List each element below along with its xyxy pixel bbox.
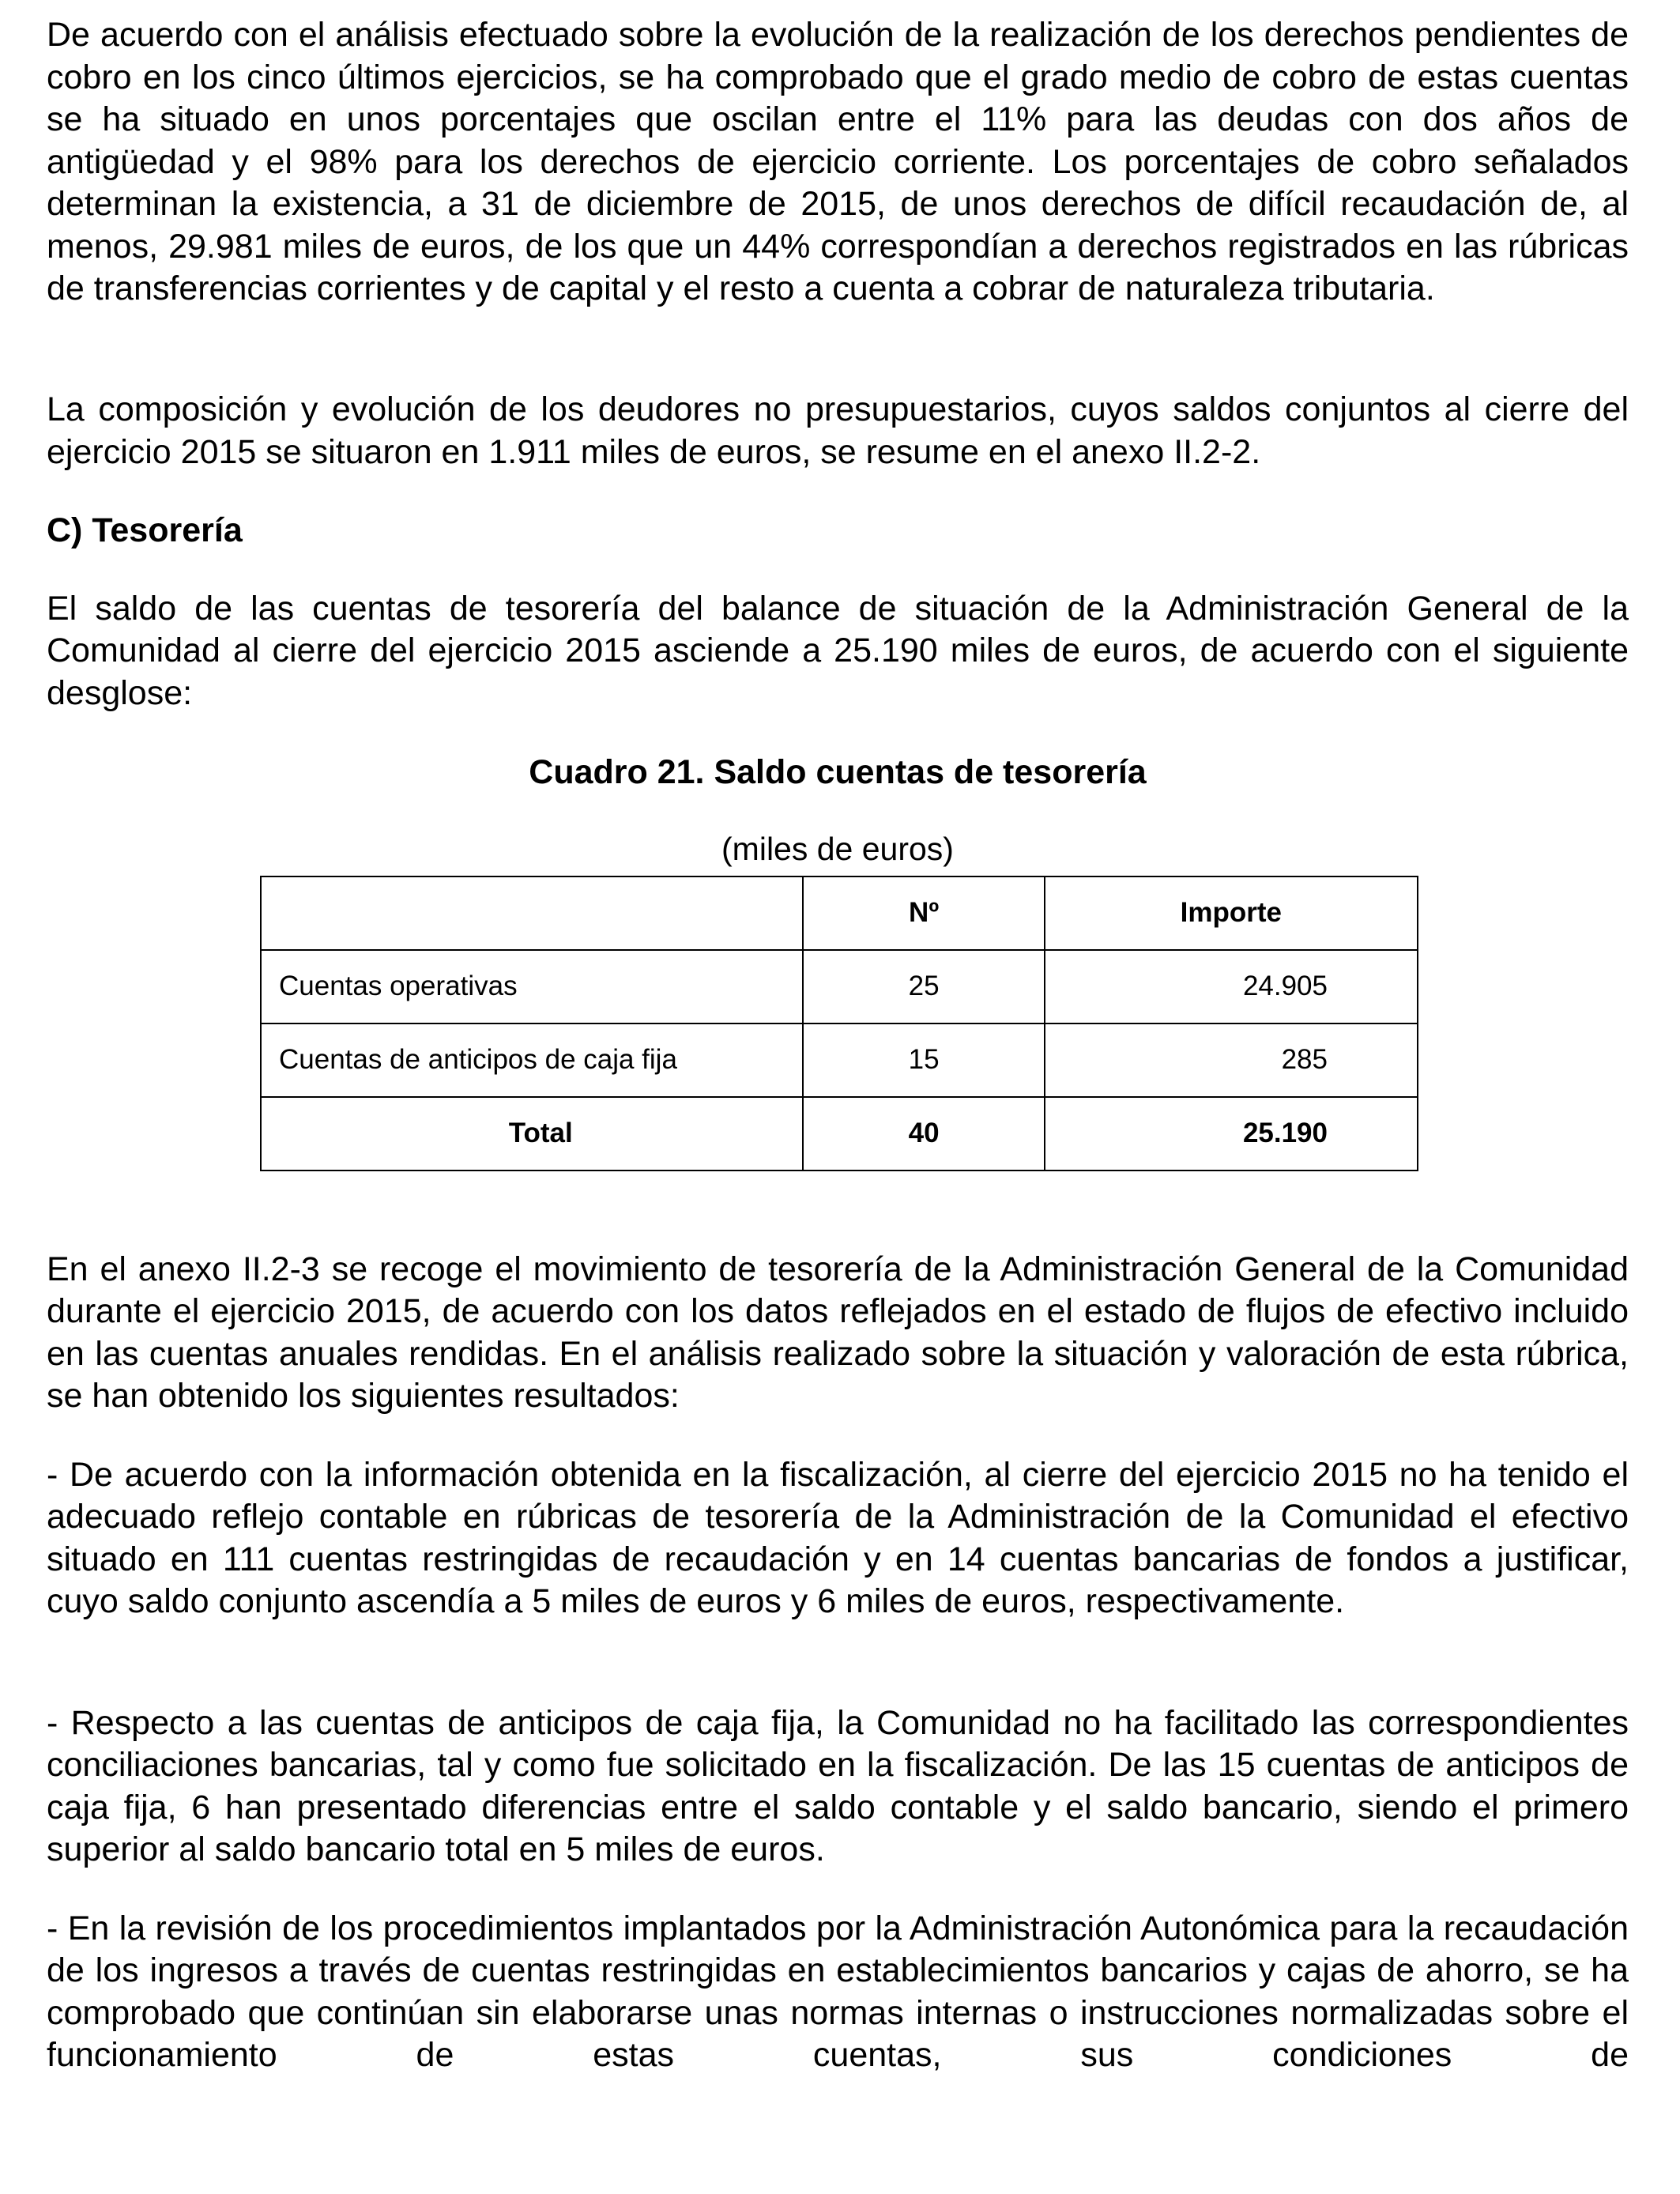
paragraph-saldo-tesoreria: El saldo de las cuentas de tesorería del balance de situación de la Administración General de la Comunidad al cierre del ejercicio 2015 asciende a 25.190 miles de euros, de acuerdo con el siguiente desglose: <box>47 589 1629 712</box>
header-cell-importe: Importe <box>1045 876 1418 950</box>
header-cell-numero: Nº <box>803 876 1044 950</box>
row-num: 15 <box>803 1023 1044 1097</box>
row-num: 25 <box>803 950 1044 1023</box>
paragraph-deudores-no-presupuestarios: La composición y evolución de los deudores no presupuestarios, cuyos saldos conjuntos al cierre del ejercicio 2015 se situaron en 1.911 miles de euros, se resume en el anexo II.2-2. <box>47 390 1629 471</box>
paragraph-derechos-pendientes: De acuerdo con el análisis efectuado sobre la evolución de la realización de los derechos pendientes de cobro en los cinco últimos ejercicios, se ha comprobado que el grado medio de cobro de estas cuentas se ha situado en unos porcentajes que oscilan entre el 11% para las deudas con dos años de antigüedad y el 98% para los derechos de ejercicio corriente. Los porcentajes de cobro señalados determinan la existencia, a 31 de diciembre de 2015, de unos derechos de difícil recaudación de, al menos, 29.981 miles de euros, de los que un 44% correspondían a derechos registrados en las rúbricas de transferencias corrientes y de capital y el resto a cuenta a cobrar de naturaleza tributaria. <box>47 16 1629 307</box>
paragraph-anticipos-caja-fija: - Respecto a las cuentas de anticipos de caja fija, la Comunidad no ha facilitado las correspondientes conciliaciones bancarias, tal y como fue solicitado en la fiscalización. De las 15 cuentas de anticipos de caja fija, 6 han presentado diferencias entre el saldo contable y el saldo bancario, siendo el primero superior al saldo bancario total en 5 miles de euros. <box>47 1703 1629 1868</box>
row-label: Cuentas de anticipos de caja fija <box>261 1023 803 1097</box>
row-amount: 285 <box>1045 1023 1418 1097</box>
paragraph-cuentas-restringidas: - De acuerdo con la información obtenida en la fiscalización, al cierre del ejercicio 2015 no ha tenido el adecuado reflejo contable en rúbricas de tesorería de la Administración de la Comunidad el efectivo situado en 111 cuentas restringidas de recaudación y en 14 cuentas bancarias de fondos a justificar, cuyo saldo conjunto ascendía a 5 miles de euros y 6 miles de euros, respectivamente. <box>47 1455 1629 1620</box>
paragraph-anexo-movimiento: En el anexo II.2-3 se recoge el movimiento de tesorería de la Administración General de la Comunidad durante el ejercicio 2015, de acuerdo con los datos reflejados en el estado de flujos de efectivo incluido en las cuentas anuales rendidas. En el análisis realizado sobre la situación y valoración de esta rúbrica, se han obtenido los siguientes resultados: <box>47 1250 1629 1415</box>
total-num: 40 <box>803 1097 1044 1171</box>
table-row <box>261 950 1418 1023</box>
row-amount: 24.905 <box>1045 950 1418 1023</box>
table-total-row <box>261 1097 1418 1171</box>
table-row <box>261 1023 1418 1097</box>
row-label: Cuentas operativas <box>261 950 803 1023</box>
section-heading-tesoreria: C) Tesorería <box>47 511 243 549</box>
total-label: Total <box>261 1097 803 1171</box>
table-header-row <box>261 876 1418 950</box>
table-title: Cuadro 21. Saldo cuentas de tesorería <box>529 752 1147 791</box>
table-units: (miles de euros) <box>721 831 954 867</box>
document-page <box>47 14 1629 2077</box>
paragraph-procedimientos-recaudacion: - En la revisión de los procedimientos implantados por la Administración Autonómica para la recaudación de los ingresos a través de cuentas restringidas en establecimientos bancarios y cajas de ahorro, se ha comprobado que continúan sin elaborarse unas normas internas o instrucciones normalizadas sobre el funcionamiento de estas cuentas, sus condiciones de <box>47 1909 1629 2074</box>
tesoreria-table <box>260 876 1418 1171</box>
header-cell-empty <box>261 876 803 950</box>
total-amount: 25.190 <box>1045 1097 1418 1171</box>
